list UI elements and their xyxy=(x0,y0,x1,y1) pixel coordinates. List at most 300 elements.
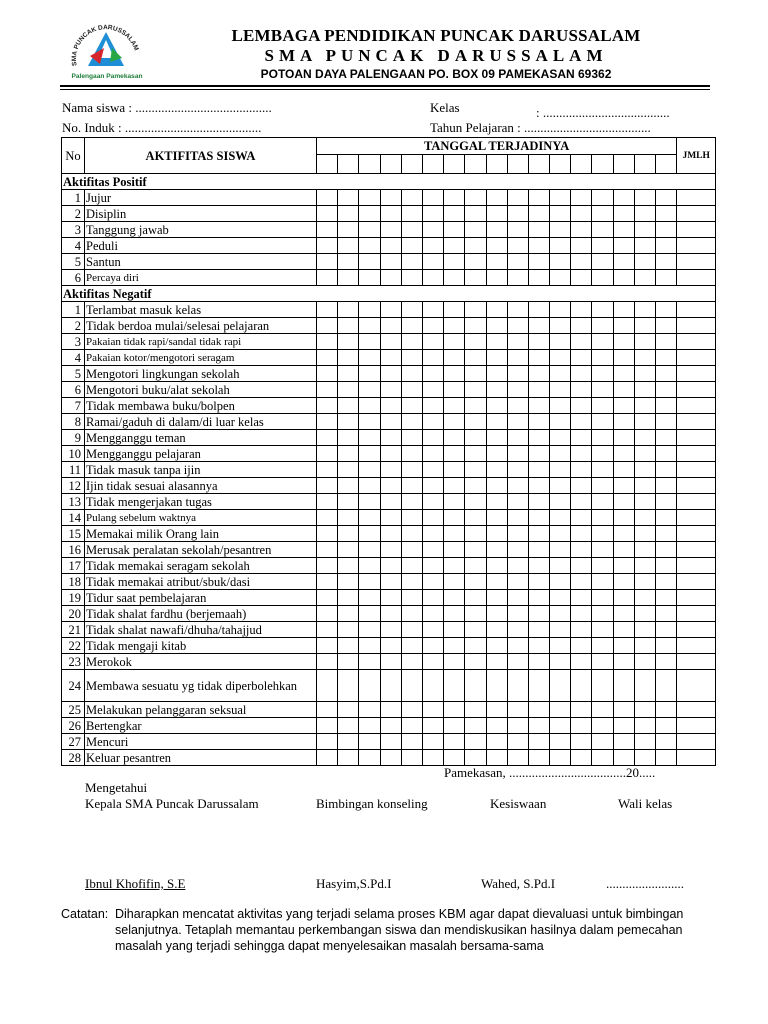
tally-cell[interactable] xyxy=(465,222,486,238)
tally-cell[interactable] xyxy=(359,318,380,334)
tally-cell[interactable] xyxy=(359,734,380,750)
tally-cell[interactable] xyxy=(465,238,486,254)
tally-cell[interactable] xyxy=(550,238,571,254)
tally-cell[interactable] xyxy=(486,478,507,494)
tally-cell[interactable] xyxy=(380,318,401,334)
tally-cell[interactable] xyxy=(338,558,359,574)
tally-cell[interactable] xyxy=(359,302,380,318)
tally-cell[interactable] xyxy=(528,750,549,766)
tally-cell[interactable] xyxy=(613,638,634,654)
date-cell[interactable] xyxy=(571,155,592,174)
tally-cell[interactable] xyxy=(465,574,486,590)
name-homeroom[interactable]: ........................ xyxy=(606,876,684,891)
tally-cell[interactable] xyxy=(528,222,549,238)
tally-cell[interactable] xyxy=(317,318,338,334)
tally-cell[interactable] xyxy=(422,494,443,510)
tally-cell[interactable] xyxy=(317,190,338,206)
date-cell[interactable] xyxy=(317,155,338,174)
tally-cell[interactable] xyxy=(380,654,401,670)
tally-cell[interactable] xyxy=(528,254,549,270)
tally-cell[interactable] xyxy=(317,430,338,446)
tally-cell[interactable] xyxy=(656,350,677,366)
student-id-field[interactable]: No. Induk : .......................................... xyxy=(62,120,262,135)
tally-cell[interactable] xyxy=(338,526,359,542)
tally-cell[interactable] xyxy=(380,222,401,238)
tally-cell[interactable] xyxy=(338,718,359,734)
tally-cell[interactable] xyxy=(550,302,571,318)
tally-cell[interactable] xyxy=(528,606,549,622)
tally-cell[interactable] xyxy=(571,670,592,702)
tally-cell[interactable] xyxy=(444,462,465,478)
tally-cell[interactable] xyxy=(338,366,359,382)
tally-cell[interactable] xyxy=(317,302,338,318)
tally-cell[interactable] xyxy=(613,238,634,254)
tally-cell[interactable] xyxy=(528,334,549,350)
tally-cell[interactable] xyxy=(592,270,613,286)
tally-cell[interactable] xyxy=(592,542,613,558)
tally-cell[interactable] xyxy=(613,302,634,318)
tally-cell[interactable] xyxy=(380,478,401,494)
tally-cell[interactable] xyxy=(444,238,465,254)
tally-cell[interactable] xyxy=(359,718,380,734)
tally-cell[interactable] xyxy=(422,254,443,270)
tally-cell[interactable] xyxy=(380,430,401,446)
tally-cell[interactable] xyxy=(401,238,422,254)
total-cell[interactable] xyxy=(677,430,716,446)
tally-cell[interactable] xyxy=(422,590,443,606)
tally-cell[interactable] xyxy=(444,718,465,734)
tally-cell[interactable] xyxy=(507,334,528,350)
tally-cell[interactable] xyxy=(359,446,380,462)
tally-cell[interactable] xyxy=(613,334,634,350)
tally-cell[interactable] xyxy=(528,238,549,254)
total-cell[interactable] xyxy=(677,510,716,526)
tally-cell[interactable] xyxy=(592,494,613,510)
tally-cell[interactable] xyxy=(359,702,380,718)
tally-cell[interactable] xyxy=(550,222,571,238)
tally-cell[interactable] xyxy=(338,606,359,622)
total-cell[interactable] xyxy=(677,222,716,238)
tally-cell[interactable] xyxy=(528,382,549,398)
tally-cell[interactable] xyxy=(634,654,655,670)
tally-cell[interactable] xyxy=(613,382,634,398)
tally-cell[interactable] xyxy=(550,606,571,622)
tally-cell[interactable] xyxy=(380,606,401,622)
tally-cell[interactable] xyxy=(338,350,359,366)
tally-cell[interactable] xyxy=(550,430,571,446)
tally-cell[interactable] xyxy=(422,382,443,398)
tally-cell[interactable] xyxy=(528,670,549,702)
tally-cell[interactable] xyxy=(465,750,486,766)
tally-cell[interactable] xyxy=(528,206,549,222)
tally-cell[interactable] xyxy=(550,670,571,702)
total-cell[interactable] xyxy=(677,606,716,622)
tally-cell[interactable] xyxy=(528,430,549,446)
total-cell[interactable] xyxy=(677,750,716,766)
tally-cell[interactable] xyxy=(401,430,422,446)
tally-cell[interactable] xyxy=(401,654,422,670)
tally-cell[interactable] xyxy=(422,350,443,366)
tally-cell[interactable] xyxy=(634,254,655,270)
date-cell[interactable] xyxy=(528,155,549,174)
tally-cell[interactable] xyxy=(380,526,401,542)
tally-cell[interactable] xyxy=(550,622,571,638)
tally-cell[interactable] xyxy=(444,206,465,222)
tally-cell[interactable] xyxy=(465,302,486,318)
tally-cell[interactable] xyxy=(338,222,359,238)
tally-cell[interactable] xyxy=(656,622,677,638)
total-cell[interactable] xyxy=(677,622,716,638)
tally-cell[interactable] xyxy=(634,398,655,414)
total-cell[interactable] xyxy=(677,526,716,542)
tally-cell[interactable] xyxy=(338,462,359,478)
tally-cell[interactable] xyxy=(380,734,401,750)
tally-cell[interactable] xyxy=(571,638,592,654)
tally-cell[interactable] xyxy=(613,702,634,718)
tally-cell[interactable] xyxy=(444,702,465,718)
tally-cell[interactable] xyxy=(613,414,634,430)
tally-cell[interactable] xyxy=(634,414,655,430)
tally-cell[interactable] xyxy=(401,622,422,638)
tally-cell[interactable] xyxy=(401,318,422,334)
tally-cell[interactable] xyxy=(634,622,655,638)
tally-cell[interactable] xyxy=(380,190,401,206)
total-cell[interactable] xyxy=(677,254,716,270)
tally-cell[interactable] xyxy=(380,574,401,590)
tally-cell[interactable] xyxy=(613,190,634,206)
tally-cell[interactable] xyxy=(592,302,613,318)
tally-cell[interactable] xyxy=(359,510,380,526)
tally-cell[interactable] xyxy=(507,494,528,510)
tally-cell[interactable] xyxy=(656,670,677,702)
tally-cell[interactable] xyxy=(422,510,443,526)
tally-cell[interactable] xyxy=(571,238,592,254)
tally-cell[interactable] xyxy=(422,478,443,494)
tally-cell[interactable] xyxy=(401,190,422,206)
tally-cell[interactable] xyxy=(380,558,401,574)
tally-cell[interactable] xyxy=(338,334,359,350)
tally-cell[interactable] xyxy=(656,574,677,590)
tally-cell[interactable] xyxy=(613,734,634,750)
tally-cell[interactable] xyxy=(444,414,465,430)
tally-cell[interactable] xyxy=(422,750,443,766)
tally-cell[interactable] xyxy=(380,414,401,430)
tally-cell[interactable] xyxy=(401,462,422,478)
tally-cell[interactable] xyxy=(571,302,592,318)
tally-cell[interactable] xyxy=(359,526,380,542)
tally-cell[interactable] xyxy=(317,414,338,430)
tally-cell[interactable] xyxy=(401,510,422,526)
tally-cell[interactable] xyxy=(317,622,338,638)
tally-cell[interactable] xyxy=(613,270,634,286)
tally-cell[interactable] xyxy=(528,270,549,286)
tally-cell[interactable] xyxy=(317,398,338,414)
total-cell[interactable] xyxy=(677,302,716,318)
tally-cell[interactable] xyxy=(359,414,380,430)
tally-cell[interactable] xyxy=(613,254,634,270)
tally-cell[interactable] xyxy=(571,398,592,414)
total-cell[interactable] xyxy=(677,382,716,398)
tally-cell[interactable] xyxy=(656,206,677,222)
tally-cell[interactable] xyxy=(422,238,443,254)
total-cell[interactable] xyxy=(677,638,716,654)
tally-cell[interactable] xyxy=(528,414,549,430)
tally-cell[interactable] xyxy=(401,574,422,590)
tally-cell[interactable] xyxy=(592,558,613,574)
tally-cell[interactable] xyxy=(571,350,592,366)
tally-cell[interactable] xyxy=(338,542,359,558)
tally-cell[interactable] xyxy=(613,718,634,734)
total-cell[interactable] xyxy=(677,734,716,750)
tally-cell[interactable] xyxy=(634,446,655,462)
tally-cell[interactable] xyxy=(613,398,634,414)
tally-cell[interactable] xyxy=(507,542,528,558)
tally-cell[interactable] xyxy=(359,462,380,478)
tally-cell[interactable] xyxy=(550,270,571,286)
tally-cell[interactable] xyxy=(380,638,401,654)
tally-cell[interactable] xyxy=(656,302,677,318)
tally-cell[interactable] xyxy=(486,222,507,238)
tally-cell[interactable] xyxy=(507,350,528,366)
tally-cell[interactable] xyxy=(507,526,528,542)
tally-cell[interactable] xyxy=(634,510,655,526)
tally-cell[interactable] xyxy=(465,350,486,366)
tally-cell[interactable] xyxy=(401,478,422,494)
tally-cell[interactable] xyxy=(422,638,443,654)
tally-cell[interactable] xyxy=(634,334,655,350)
tally-cell[interactable] xyxy=(486,590,507,606)
tally-cell[interactable] xyxy=(656,542,677,558)
tally-cell[interactable] xyxy=(507,574,528,590)
tally-cell[interactable] xyxy=(613,574,634,590)
tally-cell[interactable] xyxy=(359,494,380,510)
tally-cell[interactable] xyxy=(571,462,592,478)
tally-cell[interactable] xyxy=(380,382,401,398)
tally-cell[interactable] xyxy=(571,574,592,590)
total-cell[interactable] xyxy=(677,366,716,382)
tally-cell[interactable] xyxy=(444,190,465,206)
tally-cell[interactable] xyxy=(656,750,677,766)
tally-cell[interactable] xyxy=(359,670,380,702)
tally-cell[interactable] xyxy=(380,542,401,558)
tally-cell[interactable] xyxy=(486,382,507,398)
tally-cell[interactable] xyxy=(465,718,486,734)
tally-cell[interactable] xyxy=(507,414,528,430)
tally-cell[interactable] xyxy=(401,382,422,398)
tally-cell[interactable] xyxy=(338,654,359,670)
tally-cell[interactable] xyxy=(486,622,507,638)
tally-cell[interactable] xyxy=(486,430,507,446)
tally-cell[interactable] xyxy=(550,254,571,270)
date-cell[interactable] xyxy=(422,155,443,174)
tally-cell[interactable] xyxy=(444,302,465,318)
tally-cell[interactable] xyxy=(401,350,422,366)
tally-cell[interactable] xyxy=(444,590,465,606)
tally-cell[interactable] xyxy=(634,190,655,206)
tally-cell[interactable] xyxy=(656,270,677,286)
tally-cell[interactable] xyxy=(507,606,528,622)
tally-cell[interactable] xyxy=(571,334,592,350)
tally-cell[interactable] xyxy=(444,622,465,638)
tally-cell[interactable] xyxy=(465,382,486,398)
tally-cell[interactable] xyxy=(656,510,677,526)
tally-cell[interactable] xyxy=(380,398,401,414)
tally-cell[interactable] xyxy=(444,606,465,622)
tally-cell[interactable] xyxy=(613,622,634,638)
tally-cell[interactable] xyxy=(422,334,443,350)
tally-cell[interactable] xyxy=(592,238,613,254)
tally-cell[interactable] xyxy=(444,366,465,382)
tally-cell[interactable] xyxy=(528,590,549,606)
tally-cell[interactable] xyxy=(592,430,613,446)
tally-cell[interactable] xyxy=(634,542,655,558)
tally-cell[interactable] xyxy=(486,334,507,350)
tally-cell[interactable] xyxy=(444,670,465,702)
tally-cell[interactable] xyxy=(656,590,677,606)
tally-cell[interactable] xyxy=(592,622,613,638)
tally-cell[interactable] xyxy=(444,254,465,270)
tally-cell[interactable] xyxy=(380,446,401,462)
tally-cell[interactable] xyxy=(634,270,655,286)
tally-cell[interactable] xyxy=(634,590,655,606)
tally-cell[interactable] xyxy=(571,382,592,398)
tally-cell[interactable] xyxy=(444,382,465,398)
tally-cell[interactable] xyxy=(507,430,528,446)
total-cell[interactable] xyxy=(677,238,716,254)
tally-cell[interactable] xyxy=(317,702,338,718)
tally-cell[interactable] xyxy=(317,382,338,398)
total-cell[interactable] xyxy=(677,670,716,702)
tally-cell[interactable] xyxy=(634,350,655,366)
tally-cell[interactable] xyxy=(359,270,380,286)
tally-cell[interactable] xyxy=(550,702,571,718)
total-cell[interactable] xyxy=(677,190,716,206)
tally-cell[interactable] xyxy=(550,510,571,526)
tally-cell[interactable] xyxy=(486,302,507,318)
tally-cell[interactable] xyxy=(634,366,655,382)
tally-cell[interactable] xyxy=(486,494,507,510)
tally-cell[interactable] xyxy=(465,510,486,526)
tally-cell[interactable] xyxy=(656,254,677,270)
tally-cell[interactable] xyxy=(422,302,443,318)
tally-cell[interactable] xyxy=(422,462,443,478)
tally-cell[interactable] xyxy=(613,542,634,558)
tally-cell[interactable] xyxy=(507,638,528,654)
tally-cell[interactable] xyxy=(613,478,634,494)
tally-cell[interactable] xyxy=(486,350,507,366)
tally-cell[interactable] xyxy=(592,350,613,366)
tally-cell[interactable] xyxy=(422,542,443,558)
tally-cell[interactable] xyxy=(338,302,359,318)
tally-cell[interactable] xyxy=(486,398,507,414)
tally-cell[interactable] xyxy=(486,638,507,654)
tally-cell[interactable] xyxy=(507,670,528,702)
tally-cell[interactable] xyxy=(317,478,338,494)
tally-cell[interactable] xyxy=(592,510,613,526)
tally-cell[interactable] xyxy=(317,238,338,254)
tally-cell[interactable] xyxy=(486,558,507,574)
tally-cell[interactable] xyxy=(486,510,507,526)
tally-cell[interactable] xyxy=(486,574,507,590)
tally-cell[interactable] xyxy=(338,206,359,222)
tally-cell[interactable] xyxy=(613,750,634,766)
tally-cell[interactable] xyxy=(528,622,549,638)
tally-cell[interactable] xyxy=(634,574,655,590)
tally-cell[interactable] xyxy=(444,350,465,366)
tally-cell[interactable] xyxy=(592,334,613,350)
tally-cell[interactable] xyxy=(592,398,613,414)
tally-cell[interactable] xyxy=(486,750,507,766)
tally-cell[interactable] xyxy=(317,494,338,510)
tally-cell[interactable] xyxy=(359,254,380,270)
tally-cell[interactable] xyxy=(550,318,571,334)
tally-cell[interactable] xyxy=(465,270,486,286)
tally-cell[interactable] xyxy=(550,206,571,222)
tally-cell[interactable] xyxy=(656,382,677,398)
tally-cell[interactable] xyxy=(465,206,486,222)
tally-cell[interactable] xyxy=(528,318,549,334)
tally-cell[interactable] xyxy=(380,334,401,350)
tally-cell[interactable] xyxy=(401,222,422,238)
tally-cell[interactable] xyxy=(592,638,613,654)
tally-cell[interactable] xyxy=(507,382,528,398)
tally-cell[interactable] xyxy=(444,398,465,414)
tally-cell[interactable] xyxy=(656,398,677,414)
tally-cell[interactable] xyxy=(317,510,338,526)
tally-cell[interactable] xyxy=(401,670,422,702)
tally-cell[interactable] xyxy=(592,206,613,222)
tally-cell[interactable] xyxy=(444,558,465,574)
tally-cell[interactable] xyxy=(592,734,613,750)
tally-cell[interactable] xyxy=(359,558,380,574)
tally-cell[interactable] xyxy=(550,350,571,366)
tally-cell[interactable] xyxy=(359,478,380,494)
tally-cell[interactable] xyxy=(465,670,486,702)
tally-cell[interactable] xyxy=(592,366,613,382)
tally-cell[interactable] xyxy=(507,398,528,414)
tally-cell[interactable] xyxy=(465,558,486,574)
tally-cell[interactable] xyxy=(550,478,571,494)
tally-cell[interactable] xyxy=(401,270,422,286)
tally-cell[interactable] xyxy=(317,590,338,606)
tally-cell[interactable] xyxy=(550,446,571,462)
tally-cell[interactable] xyxy=(465,654,486,670)
tally-cell[interactable] xyxy=(571,542,592,558)
tally-cell[interactable] xyxy=(359,590,380,606)
tally-cell[interactable] xyxy=(528,526,549,542)
tally-cell[interactable] xyxy=(359,398,380,414)
tally-cell[interactable] xyxy=(592,670,613,702)
class-field[interactable]: : ....................................... xyxy=(536,105,670,120)
tally-cell[interactable] xyxy=(507,734,528,750)
tally-cell[interactable] xyxy=(422,526,443,542)
tally-cell[interactable] xyxy=(486,654,507,670)
tally-cell[interactable] xyxy=(550,638,571,654)
tally-cell[interactable] xyxy=(380,350,401,366)
tally-cell[interactable] xyxy=(401,302,422,318)
tally-cell[interactable] xyxy=(444,510,465,526)
tally-cell[interactable] xyxy=(422,718,443,734)
tally-cell[interactable] xyxy=(401,254,422,270)
tally-cell[interactable] xyxy=(592,222,613,238)
tally-cell[interactable] xyxy=(550,734,571,750)
tally-cell[interactable] xyxy=(571,734,592,750)
tally-cell[interactable] xyxy=(486,734,507,750)
tally-cell[interactable] xyxy=(444,750,465,766)
tally-cell[interactable] xyxy=(380,494,401,510)
tally-cell[interactable] xyxy=(422,702,443,718)
tally-cell[interactable] xyxy=(613,430,634,446)
